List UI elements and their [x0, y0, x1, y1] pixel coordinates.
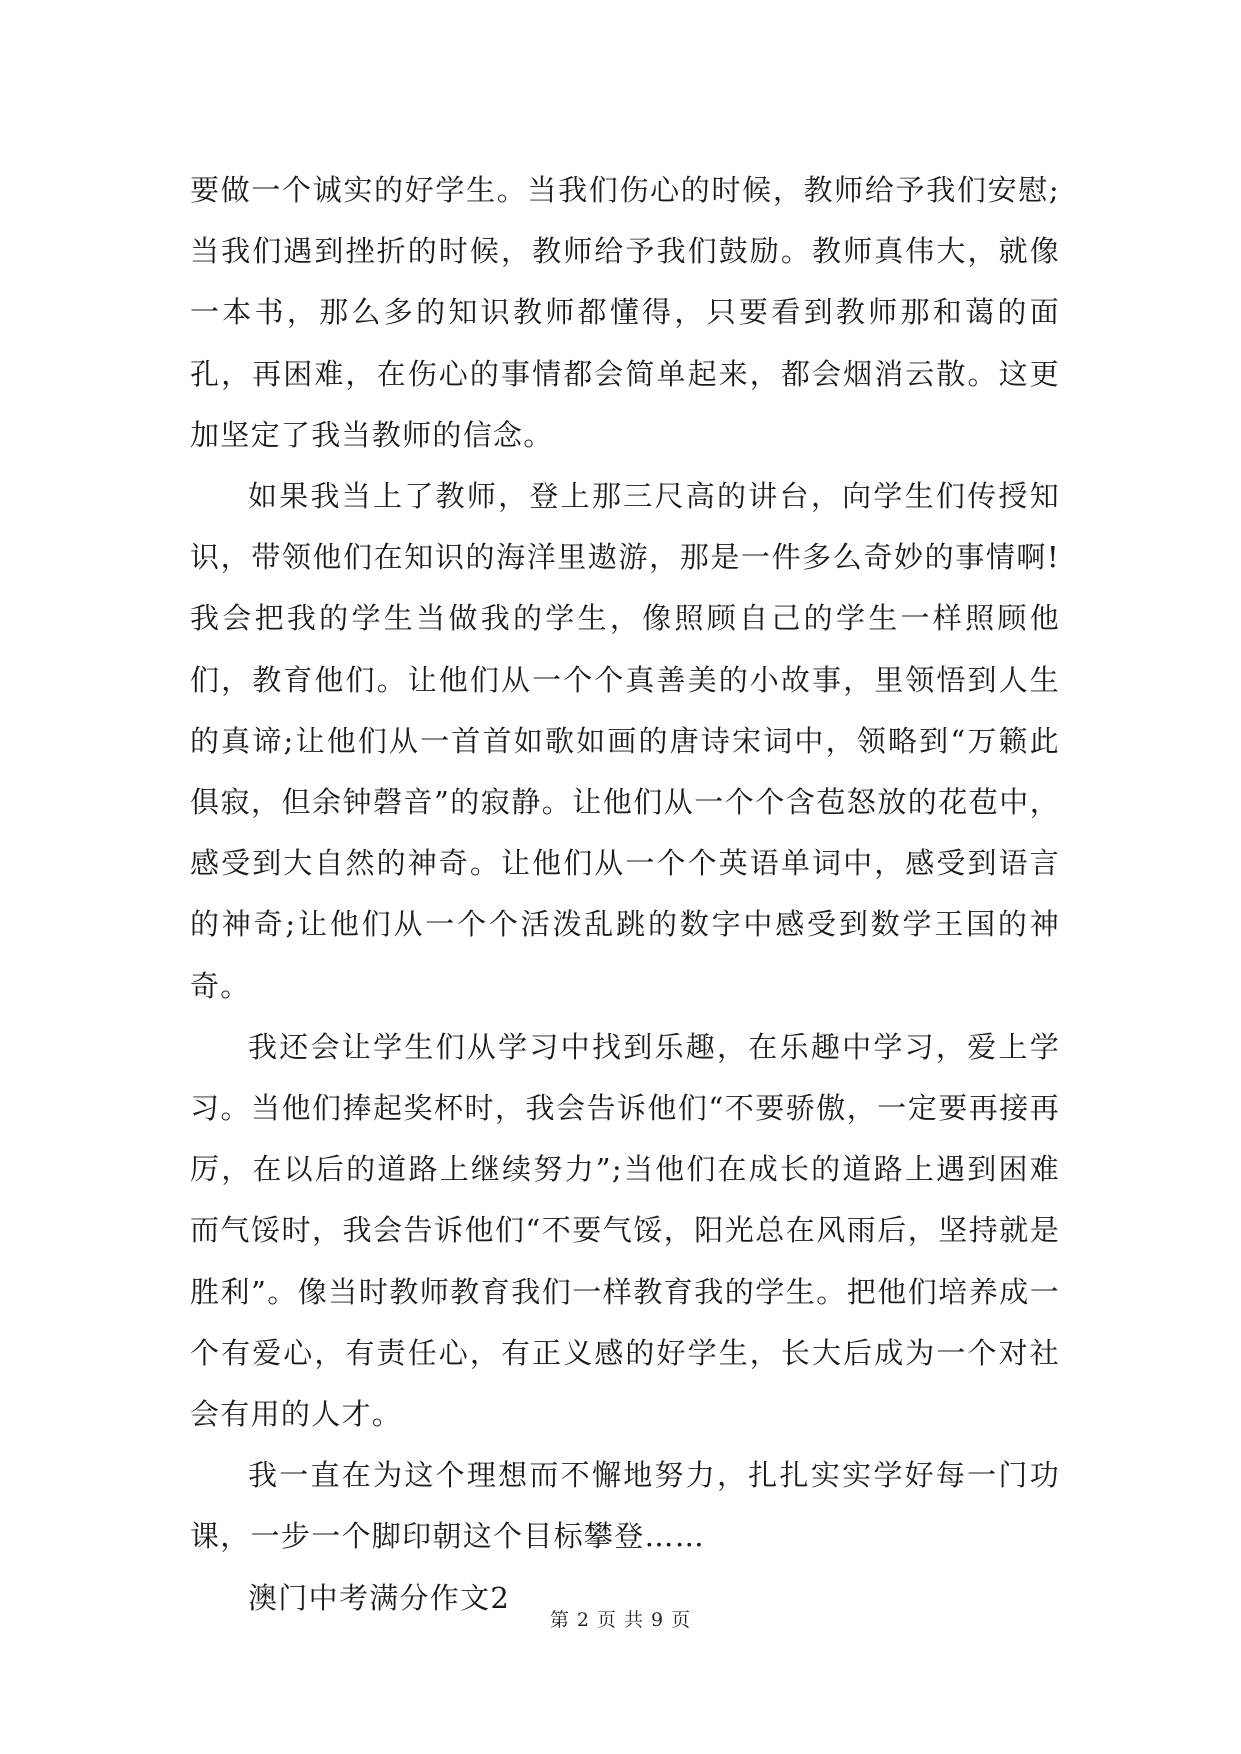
essay-heading: 澳门中考满分作文2: [248, 1580, 511, 1615]
paragraph-teaching-joy: 我还会让学生们从学习中找到乐趣，在乐趣中学习，爱上学习。当他们捧起奖杯时，我会告诉他们“不要骄傲，一定要再接再厉，在以后的道路上继续努力”;当他们在成长的道路上遇到困难而气馁时，我会告诉他们“不要气馁，阳光总在风雨后，坚持就是胜利”。像当时教师教育我们一样教育我的学生。把他们培养成一个有爱心，有责任心，有正义感的好学生，长大后成为一个对社会有用的人才。: [190, 1029, 1060, 1432]
document-body: [190, 160, 1060, 1629]
paragraph-becoming-teacher: 如果我当上了教师，登上那三尺高的讲台，向学生们传授知识，带领他们在知识的海洋里遨游，那是一件多么奇妙的事情啊!我会把我的学生当做我的学生，像照顾自己的学生一样照顾他们，教育他们。让他们从一个个真善美的小故事，里领悟到人生的真谛;让他们从一首首如歌如画的唐诗宋词中，领略到“万籁此俱寂，但余钟磬音”的寂静。让他们从一个个含苞怒放的花苞中，感受到大自然的神奇。让他们从一个个英语单词中，感受到语言的神奇;让他们从一个个活泼乱跳的数字中感受到数学王国的神奇。: [190, 479, 1060, 1003]
paragraph-continuation: 要做一个诚实的好学生。当我们伤心的时候，教师给予我们安慰;当我们遇到挫折的时候，教师给予我们鼓励。教师真伟大，就像一本书，那么多的知识教师都懂得，只要看到教师那和蔼的面孔，再困难，在伤心的事情都会简单起来，都会烟消云散。这更加坚定了我当教师的信念。: [190, 173, 1060, 452]
paragraph-striving: 我一直在为这个理想而不懈地努力，扎扎实实学好每一门功课，一步一个脚印朝这个目标攀登……: [190, 1458, 1060, 1554]
page-number-footer: 第 2 页 共 9 页: [549, 1609, 692, 1631]
